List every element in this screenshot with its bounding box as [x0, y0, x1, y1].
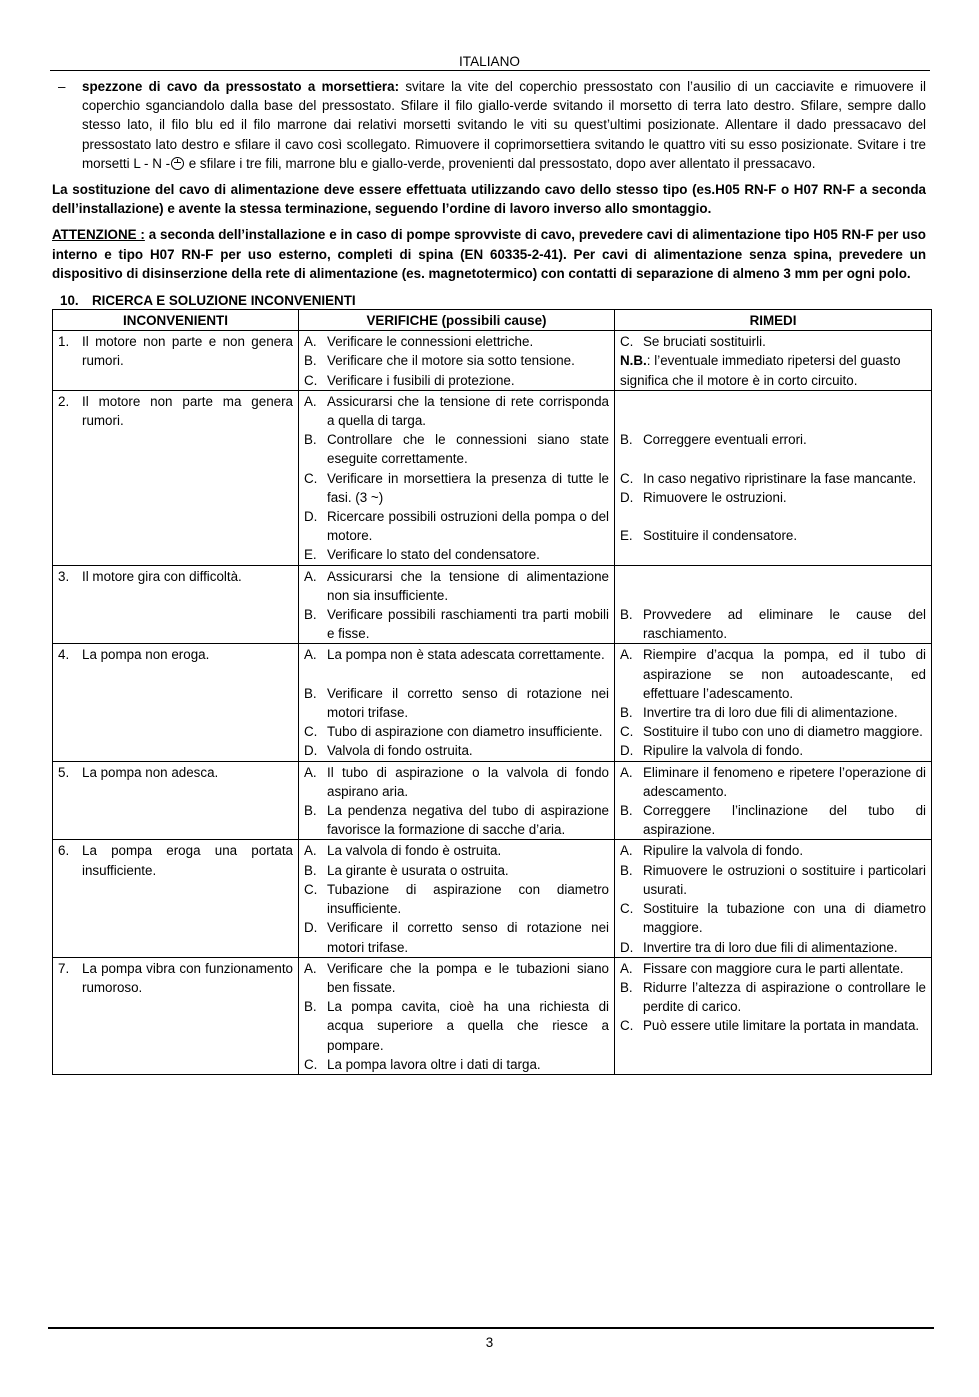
remedy-item: [620, 741, 926, 760]
problem-text: Il motore gira con difficoltà.: [82, 568, 242, 584]
check-letter: E.: [304, 547, 317, 563]
remedy-item: [620, 332, 926, 351]
checks-cell: [299, 565, 615, 644]
check-text: La valvola di fondo è ostruita.: [327, 843, 502, 859]
checks-cell: [299, 761, 615, 840]
remedy-letter: D.: [620, 939, 634, 955]
check-item: [304, 645, 609, 664]
remedy-spacer: [620, 449, 926, 468]
remedy-text: Ripulire la valvola di fondo.: [643, 843, 804, 859]
header-rule: [50, 70, 930, 71]
check-item: [304, 605, 609, 643]
disassembly-bullet: [52, 77, 926, 173]
problem-text: La pompa non adesca.: [82, 764, 219, 780]
problem-item: [58, 332, 293, 370]
table-row: [53, 957, 932, 1074]
check-text: Verificare in morsettiera la presenza di tutte le fasi. (3 ~): [327, 470, 609, 505]
page-number: 3: [485, 1335, 494, 1350]
check-letter: C.: [304, 470, 318, 486]
problem-item: [58, 959, 293, 997]
remedy-letter: C.: [620, 901, 634, 917]
problem-number: 1.: [58, 334, 70, 350]
check-letter: B.: [304, 999, 317, 1015]
check-letter: A.: [304, 568, 317, 584]
table-row: [53, 644, 932, 761]
remedy-text: Ridurre l’altezza di aspirazione o controllare le perdite di carico.: [643, 979, 926, 1015]
check-item: [304, 371, 609, 390]
check-text: Verificare le connessioni elettriche.: [327, 334, 534, 350]
check-spacer: [304, 665, 609, 684]
troubleshooting-table: [52, 309, 932, 1075]
check-letter: B.: [304, 803, 317, 819]
check-text: Verificare lo stato del condensatore.: [327, 547, 540, 563]
table-header-row: [53, 310, 932, 331]
bullet-dash: –: [58, 79, 66, 94]
problem-item: [58, 841, 293, 879]
remedy-letter: C.: [620, 470, 634, 486]
check-text: La pompa lavora oltre i dati di targa.: [327, 1056, 541, 1072]
remedy-text: Sostituire la tubazione con una di diametro maggiore.: [643, 901, 926, 936]
check-text: Assicurarsi che la tensione di alimentazione non sia insufficiente.: [327, 568, 609, 603]
check-text: Assicurarsi che la tensione di rete corrisponda a quella di targa.: [327, 393, 609, 429]
problem-cell: [53, 390, 299, 565]
check-text: Verificare che il motore sia sotto tensione.: [327, 353, 575, 369]
remedy-item: [620, 430, 926, 449]
remedy-letter: A.: [620, 647, 633, 663]
remedy-letter: C.: [620, 334, 634, 350]
problem-cell: [53, 840, 299, 957]
problem-number: 7.: [58, 960, 70, 976]
remedy-item: [620, 605, 926, 643]
remedy-item: [620, 899, 926, 937]
problem-text: Il motore non parte ma genera rumori.: [82, 393, 293, 429]
check-letter: B.: [304, 607, 317, 623]
remedy-letter: A.: [620, 764, 633, 780]
problem-cell: [53, 565, 299, 644]
remedy-item: [620, 841, 926, 860]
problem-number: 5.: [58, 764, 70, 780]
remedies-cell: [615, 957, 932, 1074]
problem-item: [58, 645, 293, 664]
header-checks: VERIFICHE (possibili cause): [299, 310, 615, 331]
check-text: Tubo di aspirazione con diametro insufficiente.: [327, 724, 603, 740]
check-item: [304, 545, 609, 564]
remedy-item: [620, 938, 926, 957]
check-text: Ricercare possibili ostruzioni della pompa o del motore.: [327, 509, 609, 544]
check-item: [304, 392, 609, 430]
page-header-language: ITALIANO: [459, 54, 520, 69]
remedy-item: [620, 1016, 926, 1035]
check-item: [304, 351, 609, 370]
remedy-text: Ripulire la valvola di fondo.: [643, 743, 804, 759]
remedies-cell: [615, 644, 932, 761]
check-letter: C.: [304, 372, 318, 388]
problem-cell: [53, 761, 299, 840]
problem-cell: [53, 957, 299, 1074]
check-letter: C.: [304, 1056, 318, 1072]
remedy-text: Correggere l’inclinazione del tubo di aspirazione.: [643, 803, 926, 838]
check-item: [304, 567, 609, 605]
remedy-item: [620, 526, 926, 545]
remedy-item: [620, 959, 926, 978]
check-text: La pompa cavita, cioè ha una richiesta di acqua superiore a quella che riesce a pompare.: [327, 999, 609, 1053]
remedy-spacer: [620, 392, 926, 430]
warning-label: ATTENZIONE :: [52, 227, 145, 243]
remedy-letter: E.: [620, 528, 633, 544]
remedy-text: Eliminare il fenomeno e ripetere l’operazione di adescamento.: [643, 764, 926, 799]
check-letter: B.: [304, 432, 317, 448]
check-text: Verificare il corretto senso di rotazione nei motori trifase.: [327, 685, 609, 721]
remedy-letter: C.: [620, 1018, 634, 1034]
remedy-letter: B.: [620, 705, 633, 721]
bullet-lead: spezzone di cavo da pressostato a morsettiera:: [82, 79, 400, 94]
check-letter: A.: [304, 843, 317, 859]
check-item: [304, 918, 609, 956]
remedy-text: In caso negativo ripristinare la fase mancante.: [643, 470, 917, 486]
warning-text: a seconda dell’installazione e in caso di pompe sprovviste di cavo, prevedere cavi di alimentazione tipo H05 RN-F per uso interno e tipo H07 RN-F per uso esterno, completi di spina (EN 60335-2-41). Per cavi di alimentazione senza spina, prevedere un dispositivo di disinserzione della rete di alimentazione (es. magnetotermico) con contatti di separazione di almeno 3 mm per ogni polo.: [52, 227, 926, 281]
checks-cell: [299, 331, 615, 391]
check-item: [304, 959, 609, 997]
remedy-text: Rimuovere le ostruzioni o sostituire i particolari usurati.: [643, 862, 926, 897]
checks-cell: [299, 390, 615, 565]
check-letter: A.: [304, 647, 317, 663]
remedy-letter: D.: [620, 743, 634, 759]
remedy-text: Sostituire il condensatore.: [643, 528, 798, 544]
remedy-item: [620, 861, 926, 899]
check-item: [304, 332, 609, 351]
bullet-text: [82, 77, 926, 173]
table-row: [53, 840, 932, 957]
check-letter: D.: [304, 743, 318, 759]
check-item: [304, 507, 609, 545]
remedy-spacer: [620, 567, 926, 605]
check-text: La pompa non è stata adescata correttamente.: [327, 647, 605, 663]
table-row: [53, 565, 932, 644]
check-text: Tubazione di aspirazione con diametro insufficiente.: [327, 881, 609, 917]
remedy-item: [620, 488, 926, 507]
problem-text: La pompa non eroga.: [82, 647, 210, 663]
remedy-item: [620, 703, 926, 722]
problem-text: La pompa eroga una portata insufficiente.: [82, 843, 293, 878]
remedy-letter: B.: [620, 979, 633, 995]
remedy-text: Fissare con maggiore cura le parti allentate.: [643, 960, 904, 976]
remedy-item: [620, 763, 926, 801]
checks-cell: [299, 840, 615, 957]
earth-ground-icon: [171, 157, 184, 170]
remedy-letter: C.: [620, 724, 634, 740]
remedy-note: [620, 351, 926, 389]
check-item: [304, 763, 609, 801]
remedy-text: Rimuovere le ostruzioni.: [643, 489, 787, 505]
bullet-text-part1: svitare la vite del coperchio pressostato con l’ausilio di un cacciavite e rimuovere il coperchio sganciandolo dalla base del pressostato. Sfilare il filo giallo-verde svitando il morsetto di terra lato destro. Sfilare, sempre dallo stesso lato, il filo blu ed il filo marrone dai relativi morsetti svitando le viti su quest’ultimi posizionate. Allentare il dado pressacavo del pressostato lato destro e sfilare il cavo così scollegato. Rimuovere il coprimorsettiera svitando le quattro viti su esso posizionate. Svitare i tre morsetti L - N -: [82, 79, 926, 171]
remedy-item: [620, 978, 926, 1016]
check-text: Verificare che la pompa e le tubazioni siano ben fissate.: [327, 960, 609, 995]
remedy-text: Se bruciati sostituirli.: [643, 334, 766, 350]
check-letter: C.: [304, 724, 318, 740]
remedies-cell: [615, 761, 932, 840]
problem-cell: [53, 644, 299, 761]
check-letter: A.: [304, 334, 317, 350]
section-number: 10.: [60, 293, 79, 309]
problem-number: 6.: [58, 843, 70, 859]
problem-item: [58, 763, 293, 782]
check-letter: A.: [304, 393, 317, 409]
problem-number: 4.: [58, 647, 70, 663]
remedy-letter: A.: [620, 843, 633, 859]
remedy-text: Può essere utile limitare la portata in mandata.: [643, 1018, 920, 1034]
bullet-text-part2: e sfilare i tre fili, marrone blu e giallo-verde, provenienti dal pressostato, dopo aver allentato il pressacavo.: [185, 155, 816, 171]
check-text: Valvola di fondo ostruita.: [327, 743, 473, 759]
check-item: [304, 861, 609, 880]
problem-number: 2.: [58, 393, 70, 409]
page-body: [52, 77, 926, 310]
remedy-text: Invertire tra di loro due fili di alimentazione.: [643, 705, 898, 721]
remedy-letter: B.: [620, 432, 633, 448]
problem-item: [58, 567, 293, 586]
check-letter: B.: [304, 862, 317, 878]
check-item: [304, 1055, 609, 1074]
checks-cell: [299, 957, 615, 1074]
header-problems: INCONVENIENTI: [53, 310, 299, 331]
remedy-text: Invertire tra di loro due fili di alimentazione.: [643, 939, 898, 955]
check-item: [304, 684, 609, 722]
problem-number: 3.: [58, 568, 70, 584]
warning-paragraph: [52, 225, 926, 283]
note-text: : l’eventuale immediato ripetersi del guasto significa che il motore è in corto circuito.: [620, 353, 901, 388]
remedy-text: Riempire d’acqua la pompa, ed il tubo di aspirazione se non autoadescante, ed effettuare l’adescamento.: [643, 647, 926, 701]
check-text: Verificare i fusibili di protezione.: [327, 372, 515, 388]
check-item: [304, 722, 609, 741]
checks-cell: [299, 644, 615, 761]
note-label: N.B.: [620, 353, 647, 369]
section-heading: [52, 291, 926, 310]
remedy-item: [620, 801, 926, 839]
check-letter: B.: [304, 353, 317, 369]
check-letter: C.: [304, 881, 318, 897]
check-item: [304, 801, 609, 839]
remedy-letter: D.: [620, 489, 634, 505]
remedy-item: [620, 469, 926, 488]
check-text: La girante è usurata o ostruita.: [327, 862, 509, 878]
check-item: [304, 469, 609, 507]
footer-rule: [48, 1327, 934, 1329]
check-letter: D.: [304, 920, 318, 936]
remedy-spacer: [620, 507, 926, 526]
problem-text: La pompa vibra con funzionamento rumoroso.: [82, 960, 293, 995]
check-item: [304, 430, 609, 468]
header-remedies: RIMEDI: [615, 310, 932, 331]
cable-replacement-note: La sostituzione del cavo di alimentazione deve essere effettuata utilizzando cavo dello stesso tipo (es.H05 RN-F o H07 RN-F a seconda dell’installazione) e avente la stessa terminazione, seguendo l’ordine di lavoro inverso allo smontaggio.: [52, 182, 926, 217]
table-row: [53, 390, 932, 565]
remedy-text: Provvedere ad eliminare le cause del raschiamento.: [643, 607, 926, 642]
section-title: RICERCA E SOLUZIONE INCONVENIENTI: [92, 293, 356, 309]
problem-cell: [53, 331, 299, 391]
check-item: [304, 997, 609, 1055]
check-text: La pendenza negativa del tubo di aspirazione favorisce la formazione di sacche d’aria.: [327, 803, 609, 838]
remedy-item: [620, 722, 926, 741]
check-letter: A.: [304, 960, 317, 976]
check-item: [304, 880, 609, 918]
table-row: [53, 331, 932, 391]
remedies-cell: [615, 390, 932, 565]
check-text: Verificare il corretto senso di rotazione nei motori trifase.: [327, 920, 609, 955]
remedy-text: Sostituire il tubo con uno di diametro maggiore.: [643, 724, 923, 740]
problem-item: [58, 392, 293, 430]
remedy-letter: B.: [620, 607, 633, 623]
remedy-item: [620, 645, 926, 703]
check-letter: D.: [304, 509, 318, 525]
table-row: [53, 761, 932, 840]
remedy-letter: B.: [620, 803, 633, 819]
remedy-letter: B.: [620, 862, 633, 878]
remedy-letter: A.: [620, 960, 633, 976]
remedies-cell: [615, 331, 932, 391]
check-text: Verificare possibili raschiamenti tra parti mobili e fisse.: [327, 607, 609, 642]
remedies-cell: [615, 840, 932, 957]
problem-text: Il motore non parte e non genera rumori.: [82, 334, 293, 369]
check-item: [304, 841, 609, 860]
check-letter: A.: [304, 764, 317, 780]
check-letter: B.: [304, 685, 317, 701]
check-text: Controllare che le connessioni siano state eseguite correttamente.: [327, 432, 609, 467]
check-text: Il tubo di aspirazione o la valvola di fondo aspirano aria.: [327, 764, 609, 799]
remedies-cell: [615, 565, 932, 644]
remedy-text: Correggere eventuali errori.: [643, 432, 807, 448]
check-item: [304, 741, 609, 760]
